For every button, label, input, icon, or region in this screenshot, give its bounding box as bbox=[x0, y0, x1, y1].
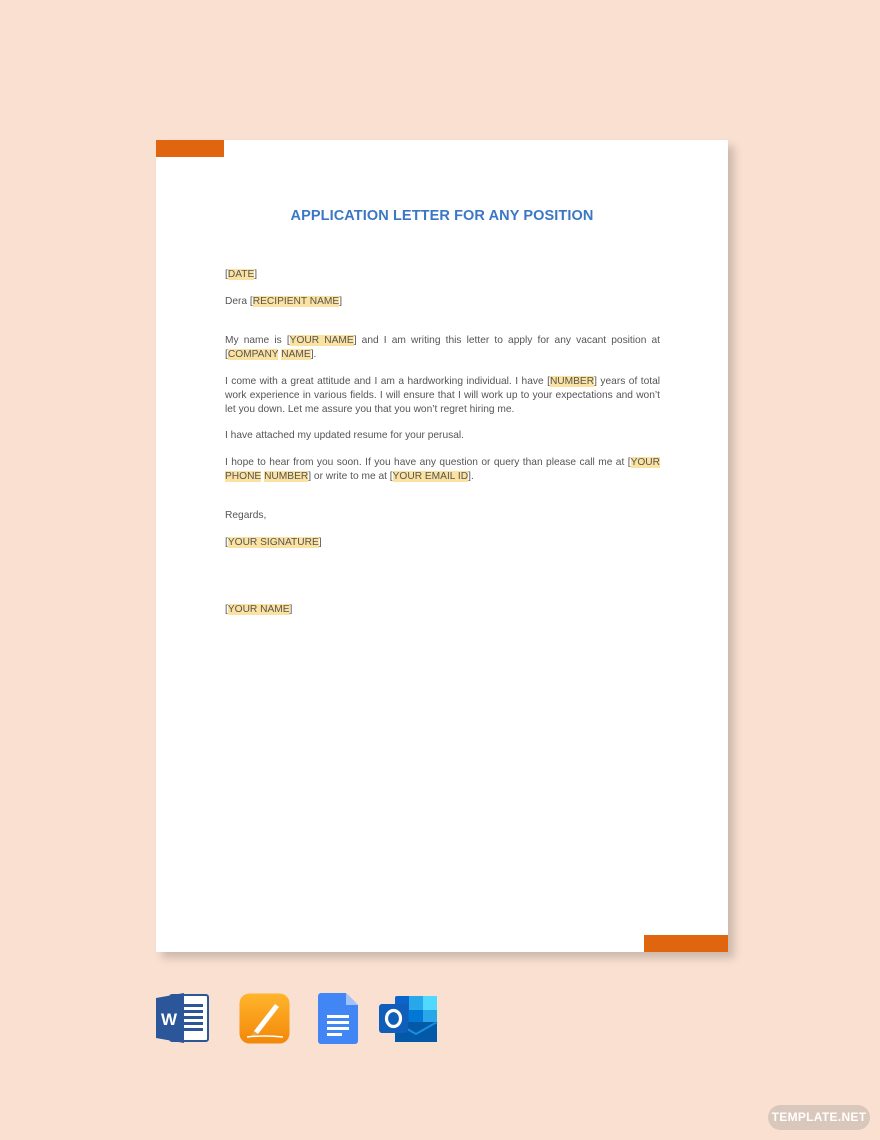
bottom-accent-bar bbox=[644, 935, 728, 952]
recipient-placeholder: RECIPIENT NAME bbox=[252, 296, 340, 307]
phone-placeholder-1: YOUR PHONE bbox=[225, 457, 660, 482]
paragraph-resume: I have attached my updated resume for your perusal. bbox=[225, 430, 464, 441]
date-line: [DATE] bbox=[225, 269, 258, 280]
date-placeholder: DATE bbox=[227, 269, 255, 280]
company-placeholder-2: NAME bbox=[281, 349, 311, 360]
closing-line: Regards, bbox=[225, 510, 267, 521]
google-docs-icon[interactable] bbox=[318, 993, 358, 1049]
microsoft-word-icon[interactable] bbox=[156, 993, 210, 1048]
greeting-line: Dera [RECIPIENT NAME] bbox=[225, 296, 343, 307]
intro-text-a: My name is bbox=[225, 335, 287, 346]
company-placeholder-1: COMPANY bbox=[227, 349, 279, 360]
greeting-text: Dera bbox=[225, 296, 250, 307]
contact-text-a: I hope to hear from you soon. If you have any question or query than please call me at bbox=[225, 457, 628, 468]
name-line: [YOUR NAME] bbox=[225, 604, 293, 615]
letter-title: APPLICATION LETTER FOR ANY POSITION bbox=[290, 208, 594, 224]
your-name-placeholder: YOUR NAME bbox=[289, 335, 354, 346]
name-placeholder: YOUR NAME bbox=[227, 604, 290, 615]
intro-text-b: and I am writing this letter to apply for any vacant position at bbox=[356, 335, 660, 346]
signature-placeholder: YOUR SIGNATURE bbox=[227, 537, 319, 548]
number-placeholder: NUMBER bbox=[549, 376, 595, 387]
phone-placeholder-2: NUMBER bbox=[264, 471, 309, 482]
experience-text-a: I come with a great attitude and I am a hardworking individual. I have bbox=[225, 376, 548, 387]
paragraph-experience: I come with a great attitude and I am a hardworking individual. I have [NUMBER] years of total work experience in various fields. I will ensure that I will work up to your expectations and won’t let you down. Let me assure you that you won’t regret hiring me. bbox=[225, 376, 661, 415]
watermark-badge: TEMPLATE.NET bbox=[768, 1105, 870, 1130]
signature-line: [YOUR SIGNATURE] bbox=[225, 537, 322, 548]
paragraph-intro: My name is [YOUR NAME] and I am writing this letter to apply for any vacant position at [COMPANY NAME]. bbox=[225, 335, 660, 360]
letter-page bbox=[156, 140, 728, 952]
email-placeholder: YOUR EMAIL ID bbox=[392, 471, 469, 482]
paragraph-contact: I hope to hear from you soon. If you have any question or query than please call me at [YOUR PHONE NUMBER] or write to me at [YOUR EMAIL ID]. bbox=[225, 457, 660, 482]
microsoft-outlook-icon[interactable] bbox=[379, 994, 439, 1049]
svg-text:W: W bbox=[160, 1010, 178, 1029]
top-accent-bar bbox=[156, 140, 224, 157]
apple-pages-icon[interactable] bbox=[239, 993, 290, 1049]
experience-text-b: years of total work experience in various fields. I will ensure that I will work up to your expectations and won’t let you down. Let me assure you that you won’t regret hiring me. bbox=[225, 376, 661, 415]
contact-text-b: or write to me at bbox=[311, 471, 390, 482]
